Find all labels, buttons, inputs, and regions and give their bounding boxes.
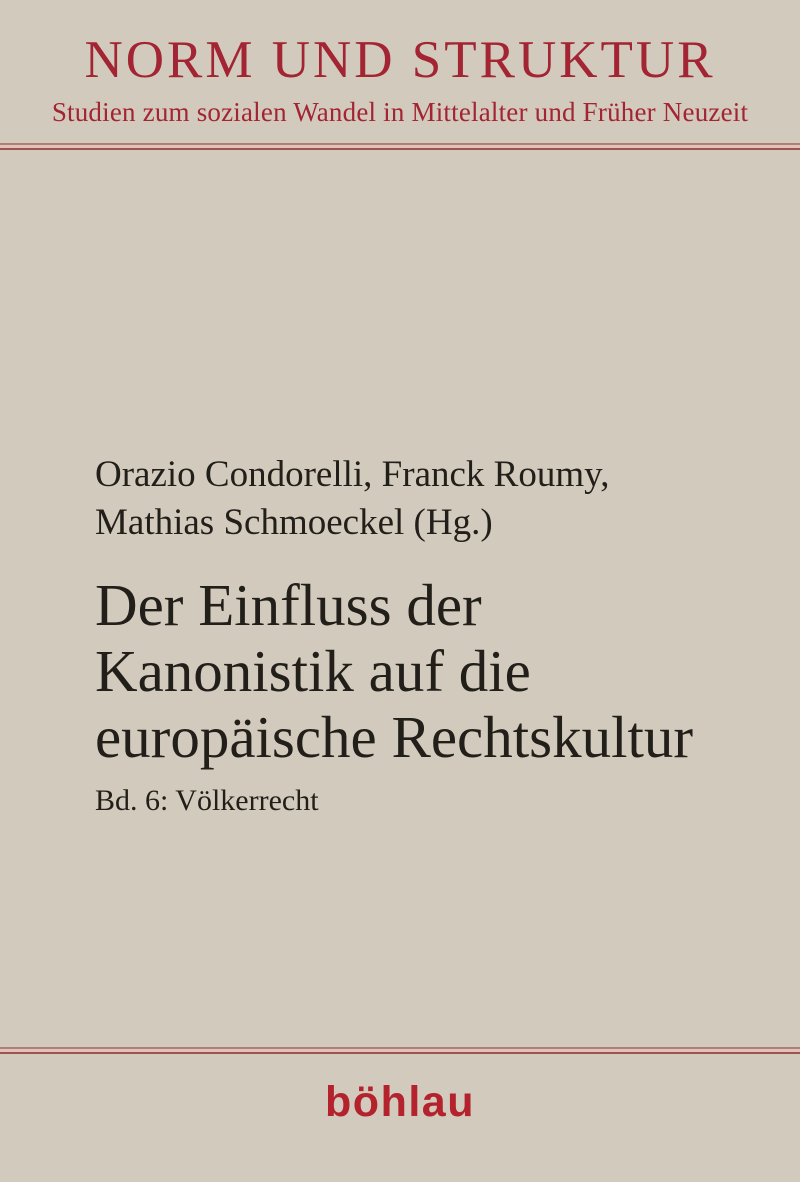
series-header bbox=[0, 31, 800, 128]
editors-line-1: Orazio Condorelli, Franck Roumy, bbox=[95, 454, 610, 495]
volume-label: Bd. 6: Völkerrecht bbox=[95, 784, 319, 817]
book-title-line-1: Der Einfluss der bbox=[95, 572, 482, 638]
top-double-rule bbox=[0, 143, 800, 150]
editors-line-2: Mathias Schmoeckel (Hg.) bbox=[95, 502, 493, 543]
series-subtitle: Studien zum sozialen Wandel in Mittelalter und Früher Neuzeit bbox=[51, 97, 749, 127]
series-title: NORM UND STRUKTUR bbox=[84, 31, 716, 89]
editors-block bbox=[95, 451, 609, 547]
book-title-line-3: europäische Rechtskultur bbox=[95, 704, 694, 770]
publisher-logo: böhlau bbox=[325, 1078, 475, 1126]
bottom-double-rule bbox=[0, 1047, 800, 1054]
book-title bbox=[95, 572, 693, 770]
book-title-line-2: Kanonistik auf die bbox=[95, 638, 531, 704]
